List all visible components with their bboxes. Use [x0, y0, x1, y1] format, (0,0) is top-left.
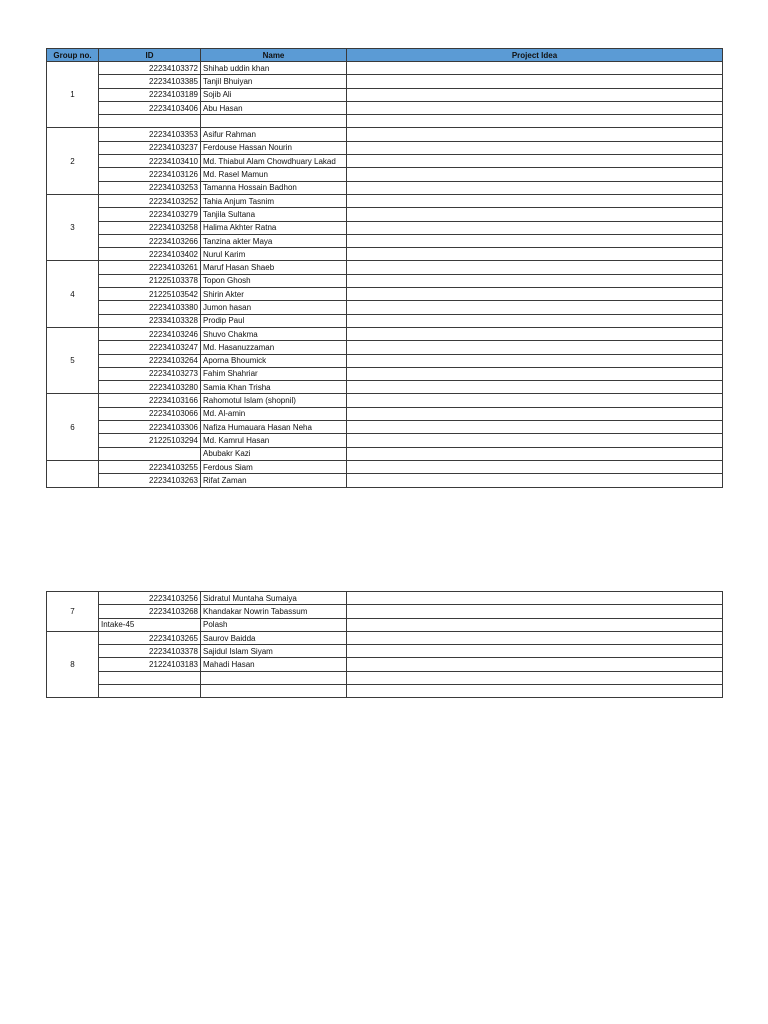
student-name-cell: Samia Khan Trisha: [201, 381, 347, 394]
group-number-cell: 1: [47, 62, 99, 128]
student-name-cell: Nurul Karim: [201, 248, 347, 261]
student-id-cell: 22234103261: [99, 261, 201, 274]
group-number-cell: [47, 460, 99, 487]
project-idea-cell: [347, 631, 723, 644]
project-idea-cell: [347, 168, 723, 181]
student-name-cell: Abubakr Kazi: [201, 447, 347, 460]
student-id-cell: 22234103252: [99, 194, 201, 207]
group-number-cell: 5: [47, 327, 99, 393]
table-row: [47, 234, 723, 247]
student-id-cell: 22234103189: [99, 88, 201, 101]
table-row: [47, 101, 723, 114]
table-row: [47, 248, 723, 261]
student-name-cell: Tanzina akter Maya: [201, 234, 347, 247]
table-row: [47, 474, 723, 487]
project-idea-cell: [347, 394, 723, 407]
student-id-cell: 22234103237: [99, 141, 201, 154]
project-idea-cell: [347, 62, 723, 75]
student-name-cell: Aporna Bhoumick: [201, 354, 347, 367]
student-name-cell: Rifat Zaman: [201, 474, 347, 487]
project-idea-cell: [347, 288, 723, 301]
student-id-cell: 22234103166: [99, 394, 201, 407]
project-idea-cell: [347, 274, 723, 287]
table-row: [47, 394, 723, 407]
project-idea-cell: [347, 128, 723, 141]
student-name-cell: Sojib Ali: [201, 88, 347, 101]
project-idea-cell: [347, 101, 723, 114]
student-id-cell: 22234103406: [99, 101, 201, 114]
table-row: [47, 407, 723, 420]
project-idea-cell: [347, 434, 723, 447]
table-row: [47, 168, 723, 181]
student-name-cell: Rahomotul Islam (shopnil): [201, 394, 347, 407]
table-row: [47, 367, 723, 380]
student-id-cell: 22234103353: [99, 128, 201, 141]
table-row: [47, 181, 723, 194]
student-name-cell: Tanjil Bhuiyan: [201, 75, 347, 88]
table-row: [47, 221, 723, 234]
student-id-cell: 22234103402: [99, 248, 201, 261]
student-id-cell: 21225103294: [99, 434, 201, 447]
student-id-cell: 22334103328: [99, 314, 201, 327]
student-name-cell: Halima Akhter Ratna: [201, 221, 347, 234]
student-name-cell: [201, 115, 347, 128]
table-row: [47, 381, 723, 394]
student-id-cell: 22234103126: [99, 168, 201, 181]
student-id-cell: 22234103306: [99, 421, 201, 434]
project-idea-cell: [347, 234, 723, 247]
table-row: [47, 618, 723, 631]
table-row: [47, 88, 723, 101]
student-id-cell: 22234103380: [99, 301, 201, 314]
header-name: Name: [201, 49, 347, 62]
project-idea-cell: [347, 671, 723, 684]
student-id-cell: 22234103066: [99, 407, 201, 420]
student-name-cell: Shihab uddin khan: [201, 62, 347, 75]
student-id-cell: 22234103266: [99, 234, 201, 247]
table-row: [47, 341, 723, 354]
student-name-cell: [201, 671, 347, 684]
group-number-cell: 7: [47, 592, 99, 632]
student-name-cell: Asifur Rahman: [201, 128, 347, 141]
student-name-cell: Abu Hasan: [201, 101, 347, 114]
student-id-cell: 22234103265: [99, 631, 201, 644]
student-name-cell: Khandakar Nowrin Tabassum: [201, 605, 347, 618]
table-row: [47, 194, 723, 207]
student-name-cell: Jumon hasan: [201, 301, 347, 314]
project-idea-cell: [347, 341, 723, 354]
group-number-cell: 8: [47, 631, 99, 697]
header-project-idea: Project Idea: [347, 49, 723, 62]
table-row: [47, 155, 723, 168]
project-idea-cell: [347, 460, 723, 473]
table-row: [47, 288, 723, 301]
student-id-cell: 22234103246: [99, 327, 201, 340]
student-name-cell: Ferdouse Hassan Nourin: [201, 141, 347, 154]
table-row: [47, 354, 723, 367]
student-id-cell: [99, 671, 201, 684]
project-idea-cell: [347, 314, 723, 327]
student-id-cell: 21225103378: [99, 274, 201, 287]
table-row: [47, 208, 723, 221]
table-row: [47, 75, 723, 88]
table-row: [47, 605, 723, 618]
project-idea-cell: [347, 592, 723, 605]
project-idea-cell: [347, 194, 723, 207]
table-row: [47, 447, 723, 460]
table-row: [47, 658, 723, 671]
student-name-cell: Md. Al-amin: [201, 407, 347, 420]
header-id: ID: [99, 49, 201, 62]
student-name-cell: [201, 685, 347, 698]
project-idea-cell: [347, 115, 723, 128]
group-table-page-2: [46, 591, 723, 698]
project-idea-cell: [347, 141, 723, 154]
table-row: [47, 62, 723, 75]
table-row: [47, 421, 723, 434]
group-number-cell: 2: [47, 128, 99, 194]
student-name-cell: Sajidul Islam Siyam: [201, 645, 347, 658]
student-id-cell: 22234103378: [99, 645, 201, 658]
table-row: [47, 671, 723, 684]
student-id-cell: 22234103256: [99, 592, 201, 605]
project-idea-cell: [347, 447, 723, 460]
student-name-cell: Maruf Hasan Shaeb: [201, 261, 347, 274]
project-idea-cell: [347, 605, 723, 618]
group-table-page-1: [46, 48, 723, 488]
project-idea-cell: [347, 618, 723, 631]
header-row: [47, 49, 723, 62]
group-number-cell: 3: [47, 194, 99, 260]
student-id-cell: [99, 115, 201, 128]
group-number-cell: 6: [47, 394, 99, 460]
student-name-cell: Ferdous Siam: [201, 460, 347, 473]
student-id-cell: 21224103183: [99, 658, 201, 671]
student-name-cell: Tanjila Sultana: [201, 208, 347, 221]
student-name-cell: Md. Kamrul Hasan: [201, 434, 347, 447]
project-idea-cell: [347, 181, 723, 194]
student-id-cell: [99, 685, 201, 698]
student-id-cell: 22234103372: [99, 62, 201, 75]
table-row: [47, 274, 723, 287]
table-row: [47, 631, 723, 644]
table-row: [47, 685, 723, 698]
table-row: [47, 592, 723, 605]
student-id-cell: 22234103280: [99, 381, 201, 394]
project-idea-cell: [347, 75, 723, 88]
student-name-cell: Tahia Anjum Tasnim: [201, 194, 347, 207]
student-id-cell: 22234103385: [99, 75, 201, 88]
project-idea-cell: [347, 248, 723, 261]
group-number-cell: 4: [47, 261, 99, 327]
table-row: [47, 141, 723, 154]
project-idea-cell: [347, 301, 723, 314]
student-id-cell: [99, 447, 201, 460]
table-row: [47, 434, 723, 447]
project-idea-cell: [347, 407, 723, 420]
header-group-no: Group no.: [47, 49, 99, 62]
student-id-cell: 22234103258: [99, 221, 201, 234]
table-row: [47, 460, 723, 473]
table-row: [47, 327, 723, 340]
student-name-cell: Shuvo Chakma: [201, 327, 347, 340]
project-idea-cell: [347, 221, 723, 234]
project-idea-cell: [347, 354, 723, 367]
table-row: [47, 261, 723, 274]
table-row: [47, 115, 723, 128]
project-idea-cell: [347, 88, 723, 101]
project-idea-cell: [347, 474, 723, 487]
student-name-cell: Saurov Baidda: [201, 631, 347, 644]
project-idea-cell: [347, 261, 723, 274]
student-name-cell: Md. Hasanuzzaman: [201, 341, 347, 354]
project-idea-cell: [347, 658, 723, 671]
project-idea-cell: [347, 367, 723, 380]
student-name-cell: Polash: [201, 618, 347, 631]
student-id-cell: Intake-45: [99, 618, 201, 631]
student-name-cell: Fahim Shahriar: [201, 367, 347, 380]
project-idea-cell: [347, 685, 723, 698]
project-idea-cell: [347, 208, 723, 221]
project-idea-cell: [347, 327, 723, 340]
table-row: [47, 314, 723, 327]
student-id-cell: 22234103263: [99, 474, 201, 487]
student-id-cell: 22234103279: [99, 208, 201, 221]
project-idea-cell: [347, 645, 723, 658]
table-row: [47, 128, 723, 141]
table-row: [47, 645, 723, 658]
student-id-cell: 22234103264: [99, 354, 201, 367]
student-name-cell: Md. Rasel Mamun: [201, 168, 347, 181]
student-name-cell: Topon Ghosh: [201, 274, 347, 287]
student-id-cell: 22234103255: [99, 460, 201, 473]
student-name-cell: Sidratul Muntaha Sumaiya: [201, 592, 347, 605]
table-row: [47, 301, 723, 314]
student-id-cell: 22234103273: [99, 367, 201, 380]
student-id-cell: 22234103410: [99, 155, 201, 168]
project-idea-cell: [347, 155, 723, 168]
project-idea-cell: [347, 421, 723, 434]
student-name-cell: Md. Thiabul Alam Chowdhuary Lakad: [201, 155, 347, 168]
student-name-cell: Mahadi Hasan: [201, 658, 347, 671]
project-idea-cell: [347, 381, 723, 394]
student-name-cell: Tamanna Hossain Badhon: [201, 181, 347, 194]
student-id-cell: 22234103268: [99, 605, 201, 618]
student-id-cell: 22234103247: [99, 341, 201, 354]
student-name-cell: Nafiza Humauara Hasan Neha: [201, 421, 347, 434]
student-name-cell: Prodip Paul: [201, 314, 347, 327]
student-id-cell: 21225103542: [99, 288, 201, 301]
student-name-cell: Shirin Akter: [201, 288, 347, 301]
student-id-cell: 22234103253: [99, 181, 201, 194]
